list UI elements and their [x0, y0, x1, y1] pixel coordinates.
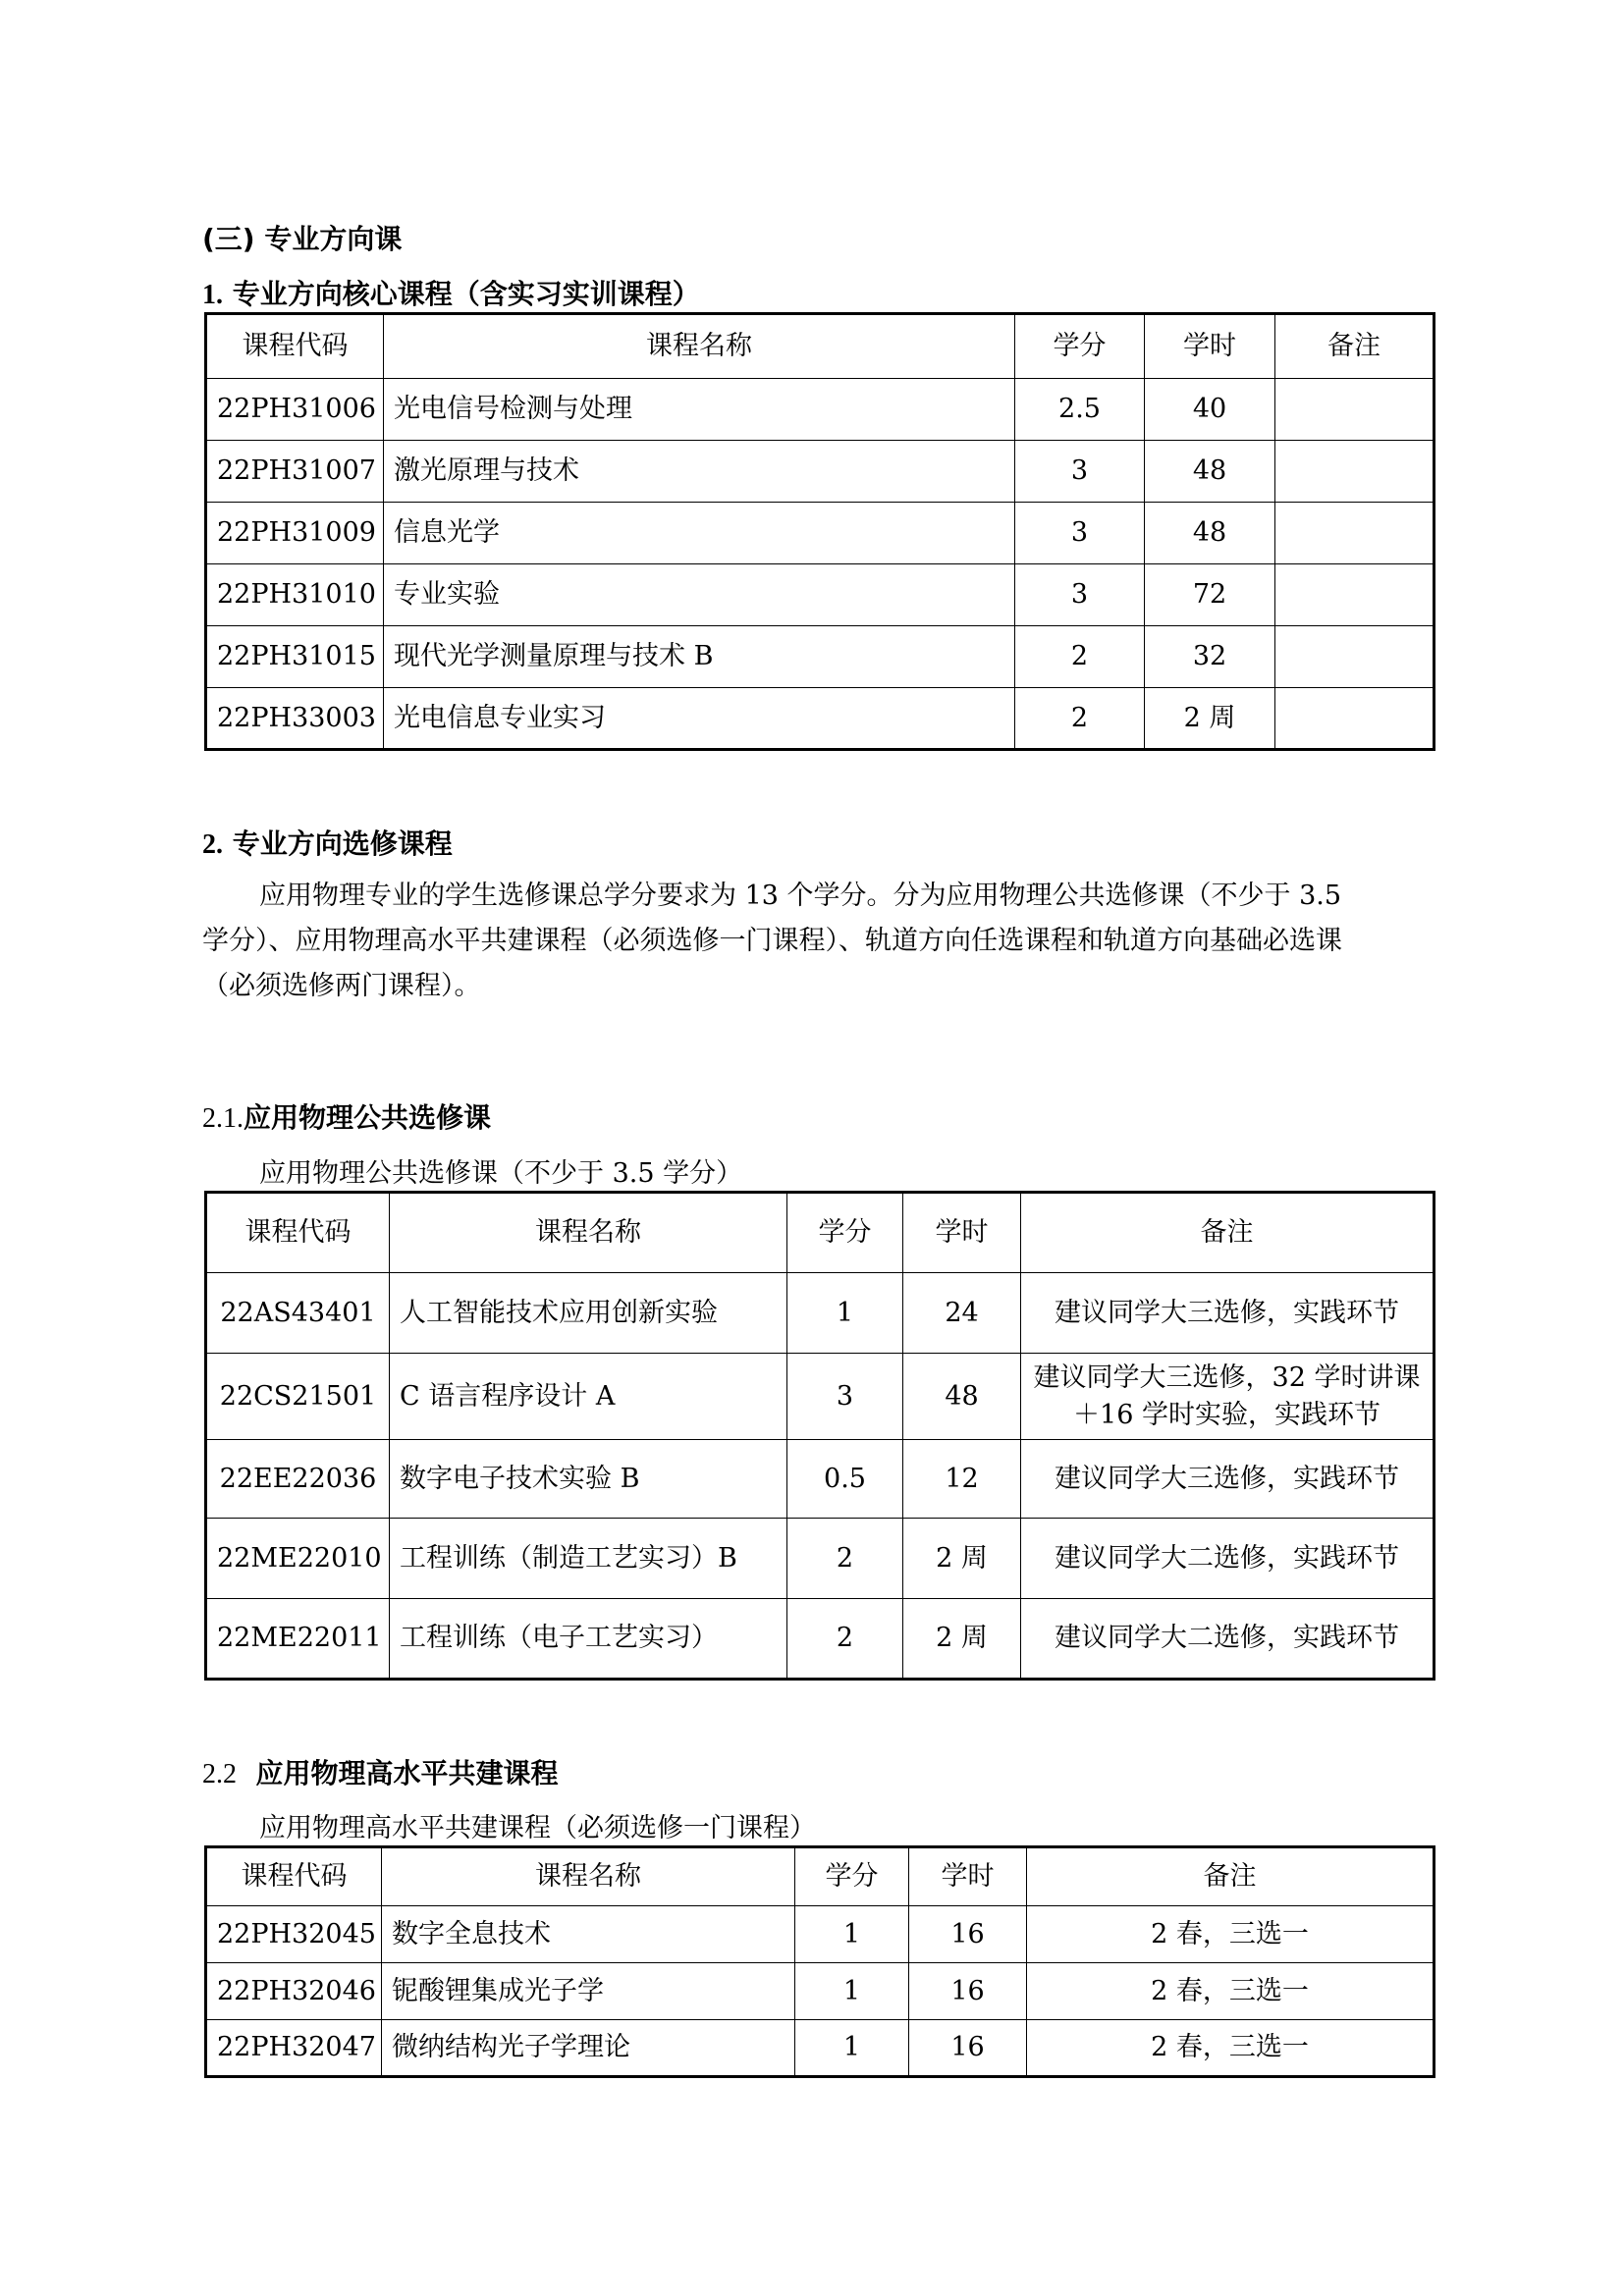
course-name-cell: 数字全息技术	[382, 1906, 795, 1963]
paragraph-line: 学分）、应用物理高水平共建课程（必须选修一门课程）、轨道方向任选课程和轨道方向基础必选课	[202, 926, 1342, 956]
course-name-cell: 信息光学	[384, 503, 1015, 564]
credit-cell: 1	[795, 1963, 909, 2020]
table-row	[206, 1906, 1435, 1963]
course-name-cell: C 语言程序设计 A	[390, 1354, 787, 1440]
table-header-row	[206, 1847, 1435, 1906]
note-cell	[1275, 688, 1435, 750]
header-hours: 学时	[1145, 314, 1275, 379]
note-cell: 建议同学大二选修，实践环节	[1021, 1519, 1435, 1599]
table-row	[206, 2020, 1435, 2077]
heading-text: 专业方向核心课程（含实习实训课程）	[232, 278, 700, 310]
table-header-row	[206, 1193, 1435, 1273]
course-name-cell: 数字电子技术实验 B	[390, 1440, 787, 1519]
note-cell: 2 春，三选一	[1027, 1906, 1435, 1963]
paragraph-line: （必须选修两门课程）。	[202, 971, 481, 1001]
course-name-cell: 微纳结构光子学理论	[382, 2020, 795, 2077]
heading-text: 应用物理公共选修课	[244, 1101, 492, 1134]
course-code-cell: 22AS43401	[206, 1273, 390, 1354]
credit-cell: 2	[787, 1599, 903, 1680]
course-code-cell: 22CS21501	[206, 1354, 390, 1440]
course-code-cell: 22PH32045	[206, 1906, 382, 1963]
course-code-cell: 22PH32046	[206, 1963, 382, 2020]
high-level-heading	[202, 1752, 559, 1791]
hours-cell: 16	[909, 1906, 1027, 1963]
heading-number: 2.2	[202, 1759, 237, 1789]
table-row	[206, 564, 1435, 626]
course-code-cell: 22PH31006	[206, 379, 384, 441]
hours-cell: 48	[1145, 503, 1275, 564]
high-level-table	[204, 1845, 1435, 2078]
note-cell	[1275, 379, 1435, 441]
table-header-row	[206, 314, 1435, 379]
course-name-cell: 现代光学测量原理与技术 B	[384, 626, 1015, 688]
hours-cell: 2 周	[903, 1599, 1021, 1680]
course-code-cell: 22PH31010	[206, 564, 384, 626]
public-elective-caption: 应用物理公共选修课（不少于 3.5 学分）	[259, 1158, 743, 1189]
section-title: (三) 专业方向课	[202, 223, 403, 255]
heading-number: 2.1.	[202, 1103, 244, 1134]
hours-cell: 24	[903, 1273, 1021, 1354]
note-cell: 建议同学大二选修，实践环节	[1021, 1599, 1435, 1680]
heading-text: 应用物理高水平共建课程	[255, 1757, 559, 1789]
core-courses-table	[204, 312, 1435, 751]
course-code-cell: 22ME22010	[206, 1519, 390, 1599]
header-course-name: 课程名称	[382, 1847, 795, 1906]
course-name-cell: 光电信息专业实习	[384, 688, 1015, 750]
credit-cell: 2	[787, 1519, 903, 1599]
course-name-cell: 铌酸锂集成光子学	[382, 1963, 795, 2020]
course-code-cell: 22PH31015	[206, 626, 384, 688]
course-name-cell: 专业实验	[384, 564, 1015, 626]
public-elective-table	[204, 1191, 1435, 1681]
hours-cell: 2 周	[903, 1519, 1021, 1599]
hours-cell: 48	[903, 1354, 1021, 1440]
note-cell	[1275, 503, 1435, 564]
credit-cell: 3	[787, 1354, 903, 1440]
course-code-cell: 22EE22036	[206, 1440, 390, 1519]
credit-cell: 2	[1015, 688, 1145, 750]
header-hours: 学时	[903, 1193, 1021, 1273]
paragraph-line: 应用物理专业的学生选修课总学分要求为 13 个学分。分为应用物理公共选修课（不少于 3.5	[259, 881, 1342, 911]
heading-text: 专业方向选修课程	[232, 828, 453, 860]
header-credit: 学分	[1015, 314, 1145, 379]
note-cell: 2 春，三选一	[1027, 2020, 1435, 2077]
header-course-name: 课程名称	[384, 314, 1015, 379]
note-cell: 2 春，三选一	[1027, 1963, 1435, 2020]
hours-cell: 2 周	[1145, 688, 1275, 750]
course-name-cell: 光电信号检测与处理	[384, 379, 1015, 441]
course-code-cell: 22PH32047	[206, 2020, 382, 2077]
table-row	[206, 379, 1435, 441]
credit-cell: 3	[1015, 503, 1145, 564]
elective-paragraph	[202, 874, 1434, 1009]
header-course-code: 课程代码	[206, 1193, 390, 1273]
hours-cell: 48	[1145, 441, 1275, 503]
note-cell	[1275, 626, 1435, 688]
header-course-code: 课程代码	[206, 1847, 382, 1906]
credit-cell: 2	[1015, 626, 1145, 688]
credit-cell: 1	[795, 1906, 909, 1963]
course-name-cell: 激光原理与技术	[384, 441, 1015, 503]
header-course-code: 课程代码	[206, 314, 384, 379]
core-courses-heading	[202, 273, 700, 312]
credit-cell: 2.5	[1015, 379, 1145, 441]
note-cell: 建议同学大三选修，32 学时讲课＋16 学时实验，实践环节	[1021, 1354, 1435, 1440]
heading-number: 2.	[202, 829, 223, 860]
header-note: 备注	[1021, 1193, 1435, 1273]
course-name-cell: 工程训练（电子工艺实习）	[390, 1599, 787, 1680]
hours-cell: 72	[1145, 564, 1275, 626]
hours-cell: 12	[903, 1440, 1021, 1519]
public-elective-heading	[202, 1096, 491, 1136]
note-cell	[1275, 441, 1435, 503]
course-name-cell: 人工智能技术应用创新实验	[390, 1273, 787, 1354]
note-cell	[1275, 564, 1435, 626]
heading-number: 1.	[202, 280, 223, 310]
table-row	[206, 1599, 1435, 1680]
header-hours: 学时	[909, 1847, 1027, 1906]
credit-cell: 1	[787, 1273, 903, 1354]
header-course-name: 课程名称	[390, 1193, 787, 1273]
credit-cell: 1	[795, 2020, 909, 2077]
table-row	[206, 1440, 1435, 1519]
header-note: 备注	[1027, 1847, 1435, 1906]
note-cell: 建议同学大三选修，实践环节	[1021, 1440, 1435, 1519]
table-row	[206, 688, 1435, 750]
table-row	[206, 503, 1435, 564]
table-row	[206, 626, 1435, 688]
hours-cell: 16	[909, 2020, 1027, 2077]
note-cell: 建议同学大三选修，实践环节	[1021, 1273, 1435, 1354]
hours-cell: 32	[1145, 626, 1275, 688]
table-row	[206, 1519, 1435, 1599]
credit-cell: 3	[1015, 564, 1145, 626]
credit-cell: 0.5	[787, 1440, 903, 1519]
header-credit: 学分	[795, 1847, 909, 1906]
course-code-cell: 22PH31007	[206, 441, 384, 503]
hours-cell: 16	[909, 1963, 1027, 2020]
course-code-cell: 22PH33003	[206, 688, 384, 750]
course-name-cell: 工程训练（制造工艺实习）B	[390, 1519, 787, 1599]
course-code-cell: 22PH31009	[206, 503, 384, 564]
table-row	[206, 1963, 1435, 2020]
table-row	[206, 1273, 1435, 1354]
header-credit: 学分	[787, 1193, 903, 1273]
credit-cell: 3	[1015, 441, 1145, 503]
hours-cell: 40	[1145, 379, 1275, 441]
elective-heading	[202, 823, 453, 862]
table-row	[206, 441, 1435, 503]
header-note: 备注	[1275, 314, 1435, 379]
table-row	[206, 1354, 1435, 1440]
course-code-cell: 22ME22011	[206, 1599, 390, 1680]
high-level-caption: 应用物理高水平共建课程（必须选修一门课程）	[259, 1813, 816, 1843]
